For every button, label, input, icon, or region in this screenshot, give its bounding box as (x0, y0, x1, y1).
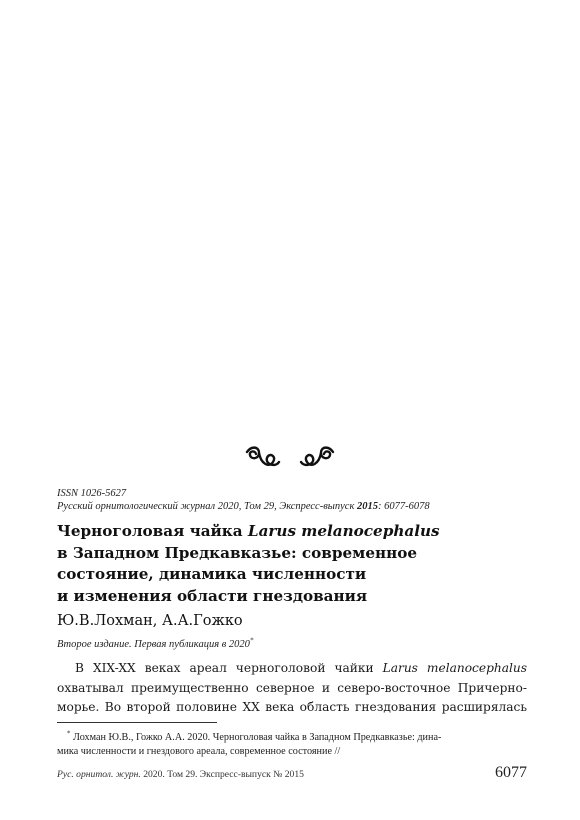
body-species-name: Larus melanocephalus (382, 661, 527, 675)
footer-issue-details: 2020. Том 29. Экспресс-выпуск № 2015 (140, 769, 304, 780)
title-line-2: в Западном Предкавказье: современное (57, 543, 418, 562)
body-line-3: морье. Во второй половине XX века область гнездования расширялась (57, 700, 527, 715)
footnote-line-1 (57, 731, 527, 745)
footer-journal-abbrev: Рус. орнитол. журн. (57, 769, 141, 780)
footnote-line-1-text: Лохман Ю.В., Гожко А.А. 2020. Черноголовая чайка в Западном Предкавказье: дина- (70, 732, 442, 743)
body-line-1-text: В XIX-XX веках ареал черноголовой чайки (75, 661, 383, 675)
issue-number: 2015 (357, 501, 378, 512)
footnote-marker: * (67, 729, 71, 738)
article-authors: Ю.В.Лохман, А.А.Гожко (57, 613, 243, 629)
journal-citation-line (57, 500, 430, 513)
title-line-3: состояние, динамика численности (57, 565, 367, 583)
body-line-1 (57, 659, 527, 679)
title-line-1 (57, 521, 527, 543)
journal-citation-pages: : 6077-6078 (378, 501, 430, 512)
title-line-1-text: Черноголовая чайка (57, 522, 248, 540)
edition-footnote-marker: * (249, 636, 254, 645)
edition-note-text: Второе издание. Первая публикация в 2020 (57, 639, 250, 650)
journal-citation-prefix: Русский орнитологический журнал 2020, Том 29, Экспресс-выпуск (57, 501, 357, 512)
issn-line: ISSN 1026-5627 (57, 488, 127, 499)
footnote (57, 731, 527, 758)
ornament-divider (0, 440, 580, 474)
article-body (57, 659, 527, 718)
edition-note (57, 638, 253, 651)
article-title (57, 521, 527, 607)
page-number: 6077 (495, 764, 527, 781)
footnote-line-2: мика численности и гнездового ареала, современное состояние // (57, 745, 341, 757)
swash-left-icon (243, 444, 283, 472)
title-species-name: Larus melanocephalus (247, 522, 440, 540)
body-line-2: охватывал преимущественно северное и северо-восточное Причерно- (57, 680, 527, 695)
title-line-4: и изменения области гнездования (57, 586, 368, 605)
footnote-separator (57, 722, 217, 723)
running-footer (57, 769, 304, 781)
swash-right-icon (297, 444, 337, 472)
